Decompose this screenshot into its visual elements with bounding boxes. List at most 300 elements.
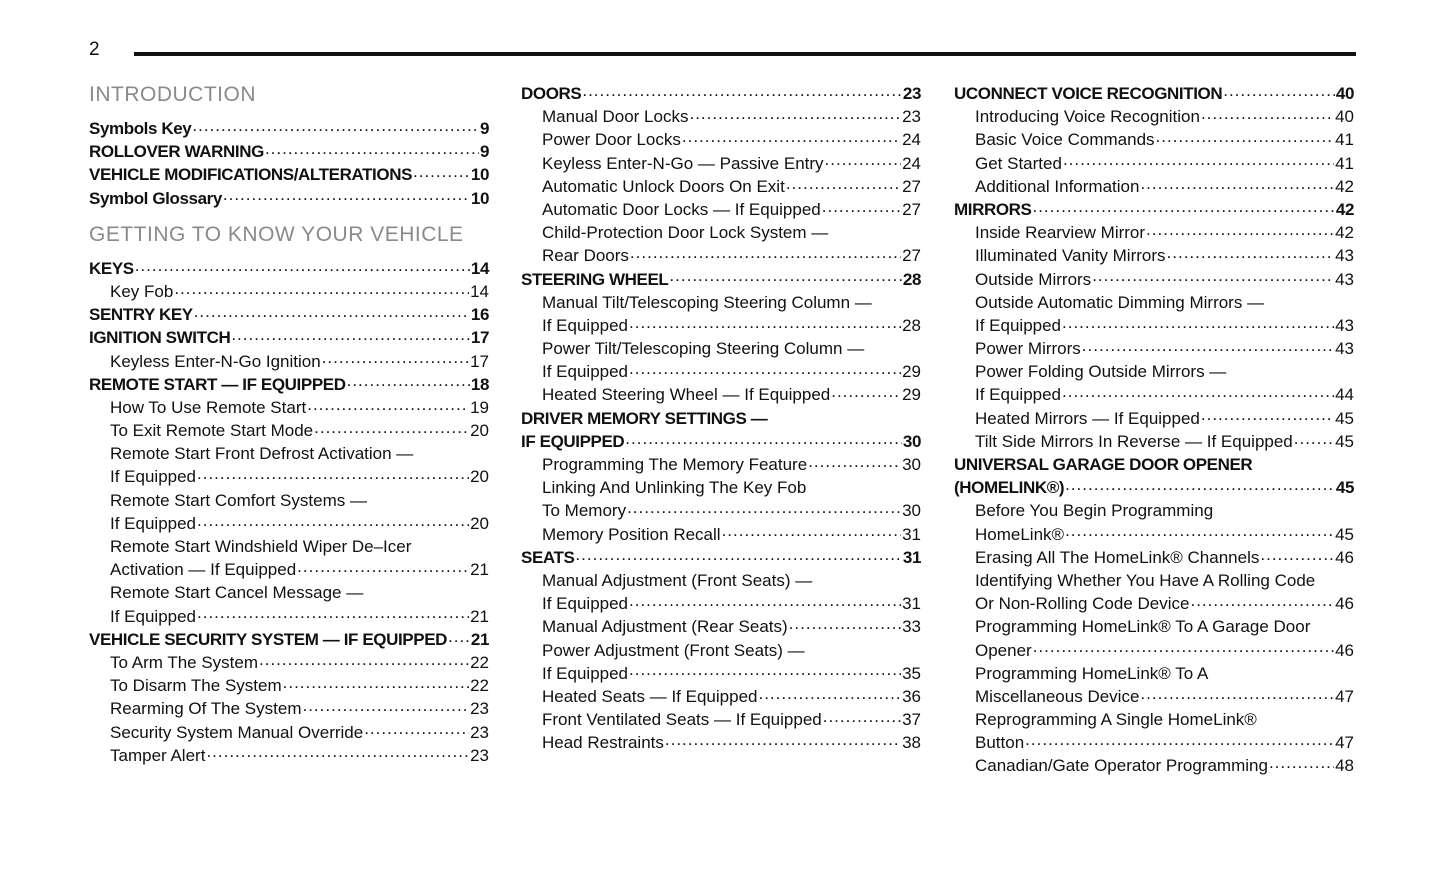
toc-page-number: 10 xyxy=(470,165,489,185)
toc-heading-entry[interactable] xyxy=(954,82,1354,105)
toc-subentry[interactable] xyxy=(521,383,921,406)
dot-leader xyxy=(302,697,469,714)
toc-entry-label: To Memory xyxy=(542,501,627,521)
toc-entry-label: Get Started xyxy=(975,153,1062,173)
toc-page-number: 47 xyxy=(1335,733,1354,753)
toc-heading-entry[interactable] xyxy=(89,117,489,140)
dot-leader xyxy=(665,731,901,748)
toc-column-3 xyxy=(954,82,1354,778)
dot-leader xyxy=(1063,152,1334,169)
toc-entry-label: Automatic Door Locks — If Equipped xyxy=(542,199,821,219)
toc-subentry[interactable] xyxy=(89,581,489,604)
toc-entry-label: Symbols Key xyxy=(89,119,192,138)
toc-heading-entry[interactable] xyxy=(954,198,1354,221)
toc-entry-label: Programming HomeLink® To A xyxy=(975,663,1209,683)
toc-page-number: 43 xyxy=(1335,315,1354,335)
dot-leader xyxy=(629,314,901,331)
toc-page-number: 40 xyxy=(1335,84,1354,103)
toc-subentry[interactable] xyxy=(89,465,489,488)
dot-leader xyxy=(1025,731,1334,748)
dot-leader xyxy=(1167,244,1335,261)
toc-page-number: 22 xyxy=(470,652,489,672)
toc-page-number: 38 xyxy=(902,733,921,753)
toc-heading-entry[interactable] xyxy=(521,407,921,430)
toc-subentry[interactable] xyxy=(89,280,489,303)
toc-entry-label: Front Ventilated Seats — If Equipped xyxy=(542,710,822,730)
toc-subentry[interactable] xyxy=(954,499,1354,522)
dot-leader xyxy=(625,430,902,447)
dot-leader xyxy=(448,628,470,645)
toc-entry-label: If Equipped xyxy=(975,315,1062,335)
toc-entry-label: Heated Steering Wheel — If Equipped xyxy=(542,385,831,405)
toc-entry-label: Keyless Enter-N-Go Ignition xyxy=(110,351,321,371)
toc-subentry[interactable] xyxy=(89,744,489,767)
toc-subentry[interactable] xyxy=(954,430,1354,453)
toc-subentry[interactable] xyxy=(954,221,1354,244)
toc-page-number: 40 xyxy=(1335,107,1354,127)
toc-subentry[interactable] xyxy=(954,639,1354,662)
toc-entry-label: Introducing Voice Recognition xyxy=(975,107,1200,127)
dot-leader xyxy=(297,558,469,575)
toc-subentry[interactable] xyxy=(954,754,1354,777)
toc-subentry[interactable] xyxy=(89,350,489,373)
toc-page-number: 17 xyxy=(470,328,489,348)
toc-subentry[interactable] xyxy=(954,592,1354,615)
toc-subentry[interactable] xyxy=(521,685,921,708)
toc-entry-label: Illuminated Vanity Mirrors xyxy=(975,246,1166,266)
dot-leader xyxy=(629,662,901,679)
dot-leader xyxy=(823,708,901,725)
toc-subentry[interactable] xyxy=(954,291,1354,314)
dot-leader xyxy=(1033,639,1334,656)
toc-entry-label: Tilt Side Mirrors In Reverse — If Equipped xyxy=(975,431,1293,451)
toc-page-number: 27 xyxy=(902,176,921,196)
toc-subentry[interactable] xyxy=(89,396,489,419)
toc-subentry[interactable] xyxy=(521,105,921,128)
toc-entry-label: Tamper Alert xyxy=(110,745,206,765)
toc-heading-entry[interactable] xyxy=(954,476,1354,499)
toc-subentry[interactable] xyxy=(521,175,921,198)
toc-page-number: 42 xyxy=(1335,199,1354,219)
toc-page-number: 30 xyxy=(902,431,921,451)
toc-page-number: 30 xyxy=(902,501,921,521)
toc-page-number: 29 xyxy=(902,362,921,382)
toc-page-number: 27 xyxy=(902,199,921,219)
toc-entry-label: If Equipped xyxy=(542,362,629,382)
dot-leader xyxy=(689,105,901,122)
toc-entry-label: Automatic Unlock Doors On Exit xyxy=(542,176,785,196)
toc-subentry[interactable] xyxy=(89,605,489,628)
toc-subentry[interactable] xyxy=(954,383,1354,406)
toc-subentry[interactable] xyxy=(521,128,921,151)
toc-page-number: 14 xyxy=(470,281,489,301)
dot-leader xyxy=(1190,592,1334,609)
toc-page-number: 31 xyxy=(902,594,921,614)
dot-leader xyxy=(1269,754,1334,771)
toc-entry-label: Security System Manual Override xyxy=(110,722,364,742)
toc-subentry[interactable] xyxy=(521,639,921,662)
toc-entry-label: IF EQUIPPED xyxy=(521,431,625,451)
toc-entry-label: Child-Protection Door Lock System — xyxy=(542,223,829,243)
toc-page-number: 31 xyxy=(902,547,921,567)
toc-entry-label: IGNITION SWITCH xyxy=(89,328,231,348)
dot-leader xyxy=(1146,221,1334,238)
toc-page-number: 29 xyxy=(902,385,921,405)
dot-leader xyxy=(582,82,902,99)
dot-leader xyxy=(669,268,901,285)
toc-subentry[interactable] xyxy=(521,291,921,314)
toc-subentry[interactable] xyxy=(521,221,921,244)
dot-leader xyxy=(223,187,470,204)
toc-subentry[interactable] xyxy=(954,546,1354,569)
dot-leader xyxy=(825,152,902,169)
toc-entry-label: UCONNECT VOICE RECOGNITION xyxy=(954,84,1223,103)
toc-subentry[interactable] xyxy=(521,152,921,175)
toc-heading-entry[interactable] xyxy=(954,453,1354,476)
dot-leader xyxy=(1092,268,1334,285)
toc-column-2 xyxy=(521,82,921,754)
toc-page-number: 37 xyxy=(902,710,921,730)
toc-entry-label: Manual Tilt/Telescoping Steering Column — xyxy=(542,292,872,312)
toc-entry-label: If Equipped xyxy=(110,513,197,533)
toc-page-number: 17 xyxy=(470,351,489,371)
dot-leader xyxy=(722,523,902,540)
toc-page-number: 45 xyxy=(1335,408,1354,428)
toc-page-number: 21 xyxy=(470,629,489,649)
toc-subentry[interactable] xyxy=(521,314,921,337)
dot-leader xyxy=(174,280,469,297)
toc-heading-entry[interactable] xyxy=(89,326,489,349)
dot-leader xyxy=(1294,430,1334,447)
toc-page-number: 48 xyxy=(1335,756,1354,776)
dot-leader xyxy=(197,465,469,482)
dot-leader xyxy=(307,396,469,413)
toc-page-number: 14 xyxy=(470,258,489,278)
toc-entry-label: Additional Information xyxy=(975,176,1140,196)
toc-page-number: 9 xyxy=(479,119,489,138)
toc-heading-entry[interactable] xyxy=(89,140,489,163)
toc-entry-label: If Equipped xyxy=(975,385,1062,405)
toc-entry-label: UNIVERSAL GARAGE DOOR OPENER xyxy=(954,455,1253,474)
toc-subentry[interactable] xyxy=(954,360,1354,383)
toc-subentry[interactable] xyxy=(521,569,921,592)
dot-leader xyxy=(1260,546,1334,563)
dot-leader xyxy=(1062,314,1334,331)
toc-page-number: 18 xyxy=(470,374,489,394)
dot-leader xyxy=(1062,383,1334,400)
toc-subentry[interactable] xyxy=(954,731,1354,754)
dot-leader xyxy=(629,360,901,377)
toc-page-number: 24 xyxy=(902,153,921,173)
dot-leader xyxy=(1140,685,1334,702)
toc-subentry[interactable] xyxy=(954,128,1354,151)
toc-entry-label: Heated Seats — If Equipped xyxy=(542,686,758,706)
toc-page-number: 23 xyxy=(470,722,489,742)
toc-page-number: 23 xyxy=(470,745,489,765)
dot-leader xyxy=(831,383,901,400)
toc-entry-label: Identifying Whether You Have A Rolling Code xyxy=(975,570,1316,590)
toc-page-number: 33 xyxy=(902,617,921,637)
toc-entry-label: Erasing All The HomeLink® Channels xyxy=(975,547,1260,567)
toc-entry-label: (HOMELINK®) xyxy=(954,478,1065,498)
toc-entry-label: Memory Position Recall xyxy=(542,524,721,544)
toc-entry-label: Power Folding Outside Mirrors — xyxy=(975,362,1227,382)
toc-entry-label: Programming The Memory Feature xyxy=(542,455,808,474)
toc-entry-label: To Arm The System xyxy=(110,652,259,672)
toc-page-number: 20 xyxy=(470,467,489,487)
toc-page-number: 42 xyxy=(1335,223,1354,243)
toc-subentry[interactable] xyxy=(89,489,489,512)
toc-entry-label: Opener xyxy=(975,640,1032,660)
toc-entry-label: Linking And Unlinking The Key Fob xyxy=(542,478,807,498)
dot-leader xyxy=(347,373,470,390)
toc-page-number: 47 xyxy=(1335,686,1354,706)
toc-page-number: 35 xyxy=(902,663,921,683)
toc-subentry[interactable] xyxy=(89,651,489,674)
toc-subentry[interactable] xyxy=(89,419,489,442)
toc-subentry[interactable] xyxy=(954,708,1354,731)
toc-entry-label: Head Restraints xyxy=(542,733,664,753)
toc-subentry[interactable] xyxy=(954,152,1354,175)
toc-page-number: 42 xyxy=(1335,176,1354,196)
toc-page-number: 45 xyxy=(1335,524,1354,544)
toc-entry-label: Remote Start Comfort Systems — xyxy=(110,490,367,510)
dot-leader xyxy=(1032,198,1334,215)
toc-page-number: 46 xyxy=(1335,640,1354,660)
dot-leader xyxy=(1201,105,1334,122)
toc-page-number: 19 xyxy=(470,397,489,417)
toc-entry-label: Manual Adjustment (Front Seats) — xyxy=(542,570,813,590)
toc-page-number: 24 xyxy=(902,130,921,150)
toc-entry-label: Manual Door Locks xyxy=(542,107,689,127)
dot-leader xyxy=(682,128,901,145)
toc-entry-label: Activation — If Equipped xyxy=(110,560,297,580)
toc-entry-label: Remote Start Windshield Wiper De–Icer xyxy=(110,537,412,556)
toc-heading-entry[interactable] xyxy=(521,268,921,291)
toc-page-number: 23 xyxy=(470,699,489,719)
toc-subentry[interactable] xyxy=(521,360,921,383)
section-title: INTRODUCTION xyxy=(89,83,256,106)
toc-page-number: 41 xyxy=(1335,153,1354,173)
toc-subentry[interactable] xyxy=(89,512,489,535)
dot-leader xyxy=(1065,523,1334,540)
toc-page-number: 20 xyxy=(470,421,489,441)
dot-leader xyxy=(265,140,479,157)
dot-leader xyxy=(364,721,469,738)
toc-page-number: 23 xyxy=(902,84,921,103)
toc-subentry[interactable] xyxy=(954,569,1354,592)
toc-subentry[interactable] xyxy=(89,721,489,744)
toc-subentry[interactable] xyxy=(954,105,1354,128)
dot-leader xyxy=(192,117,479,134)
dot-leader xyxy=(630,244,901,261)
toc-page-number: 20 xyxy=(470,513,489,533)
toc-page-number: 36 xyxy=(902,686,921,706)
toc-entry-label: Heated Mirrors — If Equipped xyxy=(975,408,1200,428)
toc-subentry[interactable] xyxy=(521,337,921,360)
toc-heading-entry[interactable] xyxy=(89,257,489,280)
toc-subentry[interactable] xyxy=(89,697,489,720)
toc-entry-label: Manual Adjustment (Rear Seats) xyxy=(542,617,788,637)
toc-entry-label: Rear Doors xyxy=(542,246,629,266)
toc-subentry[interactable] xyxy=(521,499,921,522)
dot-leader xyxy=(789,615,901,632)
toc-entry-label: Power Mirrors xyxy=(975,339,1081,359)
toc-subentry[interactable] xyxy=(954,685,1354,708)
section-title: GETTING TO KNOW YOUR VEHICLE xyxy=(89,222,464,246)
toc-entry-label: To Disarm The System xyxy=(110,676,282,696)
dot-leader xyxy=(322,350,469,367)
dot-leader xyxy=(758,685,901,702)
toc-entry-label: SEATS xyxy=(521,547,575,567)
dot-leader xyxy=(629,592,901,609)
dot-leader xyxy=(231,326,470,343)
toc-entry-label: If Equipped xyxy=(542,663,629,683)
toc-entry-label: If Equipped xyxy=(110,606,197,626)
toc-entry-label: Button xyxy=(975,733,1025,753)
toc-page-number: 27 xyxy=(902,246,921,266)
toc-heading-entry[interactable] xyxy=(89,303,489,326)
toc-subentry[interactable] xyxy=(954,337,1354,360)
toc-subentry[interactable] xyxy=(521,708,921,731)
toc-subentry[interactable] xyxy=(954,662,1354,685)
toc-subentry[interactable] xyxy=(521,476,921,499)
toc-subentry[interactable] xyxy=(954,615,1354,638)
toc-heading-entry[interactable] xyxy=(521,82,921,105)
toc-subentry[interactable] xyxy=(521,453,921,476)
toc-page-number: 45 xyxy=(1335,478,1354,498)
toc-page-number: 23 xyxy=(902,107,921,127)
toc-entry-label: Basic Voice Commands xyxy=(975,130,1155,150)
toc-page-number: 9 xyxy=(479,142,489,162)
toc-page-number: 16 xyxy=(470,305,489,325)
toc-entry-label: Miscellaneous Device xyxy=(975,686,1140,706)
page-number: 2 xyxy=(89,39,100,60)
toc-heading-entry[interactable] xyxy=(89,628,489,651)
toc-subentry[interactable] xyxy=(521,244,921,267)
header-rule xyxy=(134,52,1356,56)
toc-subentry[interactable] xyxy=(954,407,1354,430)
toc-entry-label: REMOTE START — IF EQUIPPED xyxy=(89,374,346,394)
toc-entry-label: SENTRY KEY xyxy=(89,305,193,325)
toc-subentry[interactable] xyxy=(954,314,1354,337)
dot-leader xyxy=(197,605,469,622)
toc-entry-label: MIRRORS xyxy=(954,199,1032,219)
toc-entry-label: Outside Automatic Dimming Mirrors — xyxy=(975,292,1265,312)
toc-entry-label: Before You Begin Programming xyxy=(975,501,1214,521)
toc-subentry[interactable] xyxy=(89,558,489,581)
toc-entry-label: DRIVER MEMORY SETTINGS — xyxy=(521,408,768,428)
toc-entry-label: How To Use Remote Start xyxy=(110,397,307,417)
dot-leader xyxy=(627,499,901,516)
toc-entry-label: ROLLOVER WARNING xyxy=(89,142,264,162)
toc-subentry[interactable] xyxy=(954,175,1354,198)
toc-heading-entry[interactable] xyxy=(89,187,489,210)
toc-page-number: 44 xyxy=(1335,385,1354,405)
toc-subentry[interactable] xyxy=(89,535,489,558)
dot-leader xyxy=(194,303,470,320)
dot-leader xyxy=(1140,175,1334,192)
dot-leader xyxy=(135,257,470,274)
toc-heading-entry[interactable] xyxy=(521,546,921,569)
toc-page-number: 22 xyxy=(470,676,489,696)
toc-subentry[interactable] xyxy=(521,615,921,638)
dot-leader xyxy=(822,198,901,215)
toc-heading-entry[interactable] xyxy=(89,373,489,396)
toc-entry-label: Inside Rearview Mirror xyxy=(975,223,1146,243)
toc-subentry[interactable] xyxy=(954,268,1354,291)
dot-leader xyxy=(413,163,470,180)
toc-entry-label: Canadian/Gate Operator Programming xyxy=(975,756,1268,776)
toc-page-number: 28 xyxy=(902,315,921,335)
toc-entry-label: Or Non-Rolling Code Device xyxy=(975,594,1190,614)
toc-page-number: 46 xyxy=(1335,547,1354,567)
dot-leader xyxy=(206,744,469,761)
toc-entry-label: If Equipped xyxy=(110,467,197,487)
toc-subentry[interactable] xyxy=(89,674,489,697)
toc-entry-label: Outside Mirrors xyxy=(975,269,1092,289)
toc-subentry[interactable] xyxy=(521,592,921,615)
toc-entry-label: To Exit Remote Start Mode xyxy=(110,421,314,441)
toc-page-number: 45 xyxy=(1335,431,1354,451)
toc-page-number: 43 xyxy=(1335,339,1354,359)
toc-page-number: 10 xyxy=(470,188,489,208)
toc-page-number: 31 xyxy=(902,524,921,544)
dot-leader xyxy=(197,512,469,529)
toc-heading-entry[interactable] xyxy=(521,430,921,453)
toc-heading-entry[interactable] xyxy=(89,163,489,186)
toc-entry-label: Keyless Enter-N-Go — Passive Entry xyxy=(542,153,824,173)
toc-entry-label: If Equipped xyxy=(542,315,629,335)
toc-entry-label: DOORS xyxy=(521,84,582,103)
toc-entry-label: Reprogramming A Single HomeLink® xyxy=(975,710,1257,730)
dot-leader xyxy=(1223,82,1335,99)
toc-entry-label: Key Fob xyxy=(110,281,174,301)
toc-subentry[interactable] xyxy=(954,244,1354,267)
toc-subentry[interactable] xyxy=(521,731,921,754)
toc-subentry[interactable] xyxy=(521,198,921,221)
toc-entry-label: STEERING WHEEL xyxy=(521,269,669,289)
dot-leader xyxy=(314,419,469,436)
toc-entry-label: VEHICLE MODIFICATIONS/ALTERATIONS xyxy=(89,165,413,185)
toc-page-number: 43 xyxy=(1335,246,1354,266)
toc-entry-label: VEHICLE SECURITY SYSTEM — IF EQUIPPED xyxy=(89,629,448,649)
toc-page-number: 21 xyxy=(470,560,489,580)
toc-page-number: 21 xyxy=(470,606,489,626)
toc-subentry[interactable] xyxy=(89,442,489,465)
toc-entry-label: Programming HomeLink® To A Garage Door xyxy=(975,617,1311,637)
toc-page-number: 46 xyxy=(1335,594,1354,614)
dot-leader xyxy=(1156,128,1335,145)
dot-leader xyxy=(1201,407,1334,424)
toc-entry-label: Symbol Glossary xyxy=(89,188,222,208)
toc-entry-label: Remote Start Front Defrost Activation — xyxy=(110,444,414,464)
toc-subentry[interactable] xyxy=(521,523,921,546)
dot-leader xyxy=(283,674,469,691)
toc-subentry[interactable] xyxy=(521,662,921,685)
toc-entry-label: Power Door Locks xyxy=(542,130,681,150)
toc-page-number: 41 xyxy=(1335,130,1354,150)
toc-entry-label: Power Adjustment (Front Seats) — xyxy=(542,640,805,660)
dot-leader xyxy=(786,175,901,192)
dot-leader xyxy=(1065,476,1335,493)
dot-leader xyxy=(575,546,901,563)
dot-leader xyxy=(808,453,901,470)
toc-subentry[interactable] xyxy=(954,523,1354,546)
toc-entry-label: HomeLink® xyxy=(975,524,1065,544)
toc-page-number: 43 xyxy=(1335,269,1354,289)
toc-entry-label: Power Tilt/Telescoping Steering Column — xyxy=(542,339,865,359)
